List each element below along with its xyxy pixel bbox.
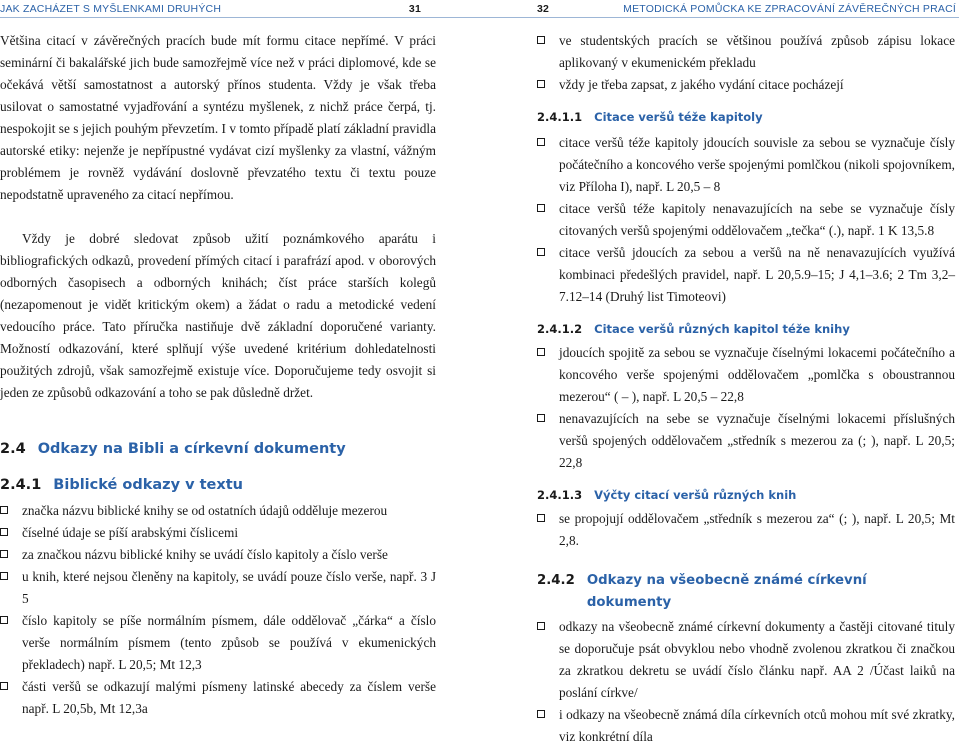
list-item: u knih, které nejsou členěny na kapitoly, se uvádí pouze číslo verše, např. 3 J 5 — [0, 566, 436, 610]
list-item: i odkazy na všeobecně známá díla církevních otců mohou mít své zkratky, viz konkrétní díla — [537, 704, 955, 748]
checkbox-bullet-icon — [0, 676, 22, 698]
heading-2-4-1-title: Biblické odkazy v textu — [53, 477, 243, 493]
church-documents-list — [537, 616, 955, 748]
heading-2-4-2-title: Odkazy na všeobecně známé církevní dokumenty — [586, 573, 867, 610]
list-item: části veršů se odkazují malými písmeny latinské abecedy za číslem verše např. L 20,5b, Mt 12,3a — [0, 676, 436, 720]
checkbox-bullet-icon — [0, 544, 22, 566]
list-item: citace veršů jdoucích za sebou a veršů na ně nenavazujících využívá kombinaci předešlých pravidel, např. L 20,5.9–15; J 4,1–3.6; 2 Tm 3,2–7.12–14 (Druhý list Timoteovi) — [537, 242, 955, 308]
checkbox-bullet-icon — [537, 132, 559, 154]
same-chapter-list — [537, 132, 955, 308]
different-chapters-list — [537, 342, 955, 474]
heading-2-4-number: 2.4 — [0, 441, 26, 457]
heading-2-4 — [0, 438, 436, 460]
left-header-title: JAK ZACHÁZET S MYŠLENKAMI DRUHÝCH — [0, 3, 222, 15]
heading-2-4-1-1 — [537, 106, 955, 128]
list-item: ve studentských pracích se většinou používá způsob zápisu lokace aplikovaný v ekumenickém překladu — [537, 30, 955, 74]
left-body — [0, 30, 436, 720]
list-item: se propojují oddělovačem „středník s mezerou za“ (; ), např. L 20,5; Mt 2,8. — [537, 508, 955, 552]
checkbox-bullet-icon — [537, 616, 559, 638]
list-item: odkazy na všeobecně známé církevní dokumenty a častěji citované tituly se doporučuje psát obvyklou nebo vhodně zvolenou zkratkou či značkou za zkratkou dekretu se uvádí číslo článku např. AA 2 /Účast laiků na poslání církve/ — [537, 616, 955, 704]
checkbox-bullet-icon — [0, 610, 22, 632]
left-running-header — [0, 0, 479, 18]
right-body — [537, 30, 955, 748]
heading-2-4-1-2 — [537, 318, 955, 340]
checkbox-bullet-icon — [537, 342, 559, 364]
heading-2-4-1-number: 2.4.1 — [0, 477, 42, 493]
list-item: značka názvu biblické knihy se od ostatních údajů odděluje mezerou — [0, 500, 436, 522]
heading-2-4-2 — [537, 570, 955, 614]
right-running-header — [479, 0, 959, 18]
heading-2-4-1-1-number: 2.4.1.1 — [537, 110, 583, 124]
left-header-rule — [0, 17, 479, 18]
checkbox-bullet-icon — [537, 74, 559, 96]
heading-2-4-1-1-title: Citace veršů téže kapitoly — [594, 110, 763, 124]
checkbox-bullet-icon — [0, 566, 22, 588]
heading-2-4-1-3 — [537, 484, 955, 506]
bible-references-list — [0, 500, 436, 720]
right-header-title: METODICKÁ POMŮCKA KE ZPRACOVÁNÍ ZÁVĚREČNÝCH PRACÍ — [623, 3, 956, 15]
heading-2-4-1-2-title: Citace veršů různých kapitol téže knihy — [594, 322, 850, 336]
checkbox-bullet-icon — [537, 198, 559, 220]
paragraph-citations: Většina citací v závěrečných pracích bude mít formu citace nepřímé. V práci seminární či bakalářské jich bude samozřejmě více než v práci diplomové, kde se očekává větší samostatnost a autorský přínos studenta. Vždy je však třeba usilovat o samostatné vyjadřování a syntézu myšlenek, z nichž práce čerpá, tj. nespokojit se s jejich pouhým převzetím. I v tomto případě platí základní pravidla autorské etiky: nejenže je nepřípustné vydávat cizí myšlenky za vlastní, vážným problémem je rovněž vydávání doslovně převzatého textu či textu pouze nepodstatně upraveného za citací nepřímou. — [0, 33, 436, 202]
checkbox-bullet-icon — [0, 500, 22, 522]
list-item: nenavazujících na sebe se vyznačuje číselnými lokacemi příslušných veršů spojených oddělovačem „středník s mezerou za (; ), např. L 20,5; 22,8 — [537, 408, 955, 474]
heading-2-4-1-3-number: 2.4.1.3 — [537, 488, 583, 502]
list-item: číselné údaje se píší arabskými číslicemi — [0, 522, 436, 544]
checkbox-bullet-icon — [537, 704, 559, 726]
top-bullet-list — [537, 30, 955, 96]
checkbox-bullet-icon — [537, 30, 559, 52]
checkbox-bullet-icon — [537, 408, 559, 430]
paragraph-recommendations: Vždy je dobré sledovat způsob užití poznámkového aparátu i bibliografických odkazů, provedení přímých citací i parafrází apod. v oborových odborných časopisech a odborných knihách; číst práce starších kolegů (nezapomenout je vidět kritickým okem) a žádat o radu a metodické vedení vedoucího práce. Tato příručka nastiňuje dvě základní doporučené varianty. Možností odkazování, které splňují výše uvedené kritérium dohledatelnosti použitých zdrojů, však samozřejmě existuje více. Doporučujeme tedy osvojit si jeden ze způsobů odkazování a toho se pak důsledně držet. — [0, 231, 436, 400]
heading-2-4-title: Odkazy na Bibli a církevní dokumenty — [37, 441, 346, 457]
heading-2-4-2-number: 2.4.2 — [537, 573, 575, 588]
list-item: citace veršů téže kapitoly jdoucích souvisle za sebou se vyznačuje čísly počátečního a koncového verše spojenými pomlčkou (nikoli spojovníkem, viz Příloha I), např. L 20,5 – 8 — [537, 132, 955, 198]
list-item: číslo kapitoly se píše normálním písmem, dále oddělovač „čárka“ a číslo verše normálním písmem (tento způsob se používá v ekumenických překladech) např. L 20,5; Mt 12,3 — [0, 610, 436, 676]
heading-2-4-1-3-title: Výčty citací veršů různých knih — [594, 488, 797, 502]
heading-2-4-1-2-number: 2.4.1.2 — [537, 322, 583, 336]
different-books-list — [537, 508, 955, 552]
list-item: vždy je třeba zapsat, z jakého vydání citace pocházejí — [537, 74, 955, 96]
heading-2-4-1 — [0, 474, 436, 496]
right-page-number: 32 — [537, 3, 550, 15]
list-item: citace veršů téže kapitoly nenavazujících na sebe se vyznačuje čísly citovaných veršů spojenými oddělovačem „tečka“ (.), např. 1 K 13,5.8 — [537, 198, 955, 242]
checkbox-bullet-icon — [0, 522, 22, 544]
right-header-rule — [479, 17, 959, 18]
list-item: za značkou názvu biblické knihy se uvádí číslo kapitoly a číslo verše — [0, 544, 436, 566]
checkbox-bullet-icon — [537, 508, 559, 530]
left-page — [0, 0, 479, 716]
list-item: jdoucích spojitě za sebou se vyznačuje číselnými lokacemi počátečního a koncového verše spojenými oddělovačem „pomlčka s oboustrannou mezerou“ ( – ), např. L 20,5 – 22,8 — [537, 342, 955, 408]
checkbox-bullet-icon — [537, 242, 559, 264]
right-page — [479, 0, 959, 744]
left-page-number: 31 — [408, 3, 421, 15]
